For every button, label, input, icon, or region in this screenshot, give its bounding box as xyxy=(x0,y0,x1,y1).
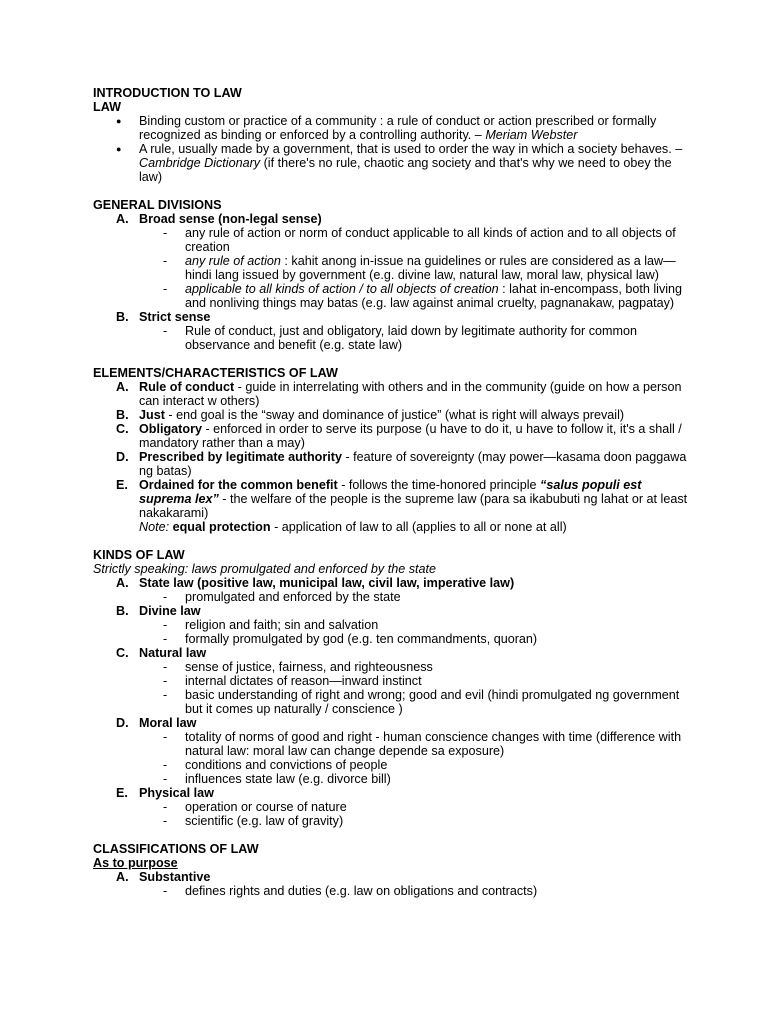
list-item: - conditions and convictions of people xyxy=(163,758,388,772)
list-item: - formally promulgated by god (e.g. ten commandments, quoran) xyxy=(163,632,538,646)
list-item: ● A rule, usually made by a government, that is used to order the way in which a society behaves. – Cambridge Dictionary (if there's no rule, chaotic ang society and that's why we need to obey the law) xyxy=(93,142,693,184)
document-page xyxy=(93,86,693,898)
kinds-subtitle: Strictly speaking: laws promulgated and enforced by the state xyxy=(93,562,437,576)
subheading-as-to-purpose: As to purpose xyxy=(93,856,178,870)
section-title-elements: ELEMENTS/CHARACTERISTICS OF LAW xyxy=(93,366,338,380)
kind-group: A. State law (positive law, municipal law, civil law, imperative law) xyxy=(116,576,515,590)
kind-group: B. Divine law xyxy=(116,604,201,618)
division-broad-sense: A. Broad sense (non-legal sense) xyxy=(116,212,322,226)
list-item: E. Ordained for the common benefit - follows the time-honored principle “salus populi est suprema lex” - the welfare of the people is the supreme law (para sa ikabubuti ng lahat or at least nakakarami) xyxy=(116,478,688,520)
kinds-list xyxy=(93,576,693,828)
note-equal-protection: Note: equal protection - application of law to all (applies to all or none at all) xyxy=(139,520,567,534)
classification-substantive: A. Substantive xyxy=(116,870,211,884)
list-item: - operation or course of nature xyxy=(163,800,347,814)
section-title-classifications: CLASSIFICATIONS OF LAW xyxy=(93,842,259,856)
subheading-law: LAW xyxy=(93,100,121,114)
list-item: - scientific (e.g. law of gravity) xyxy=(163,814,344,828)
list-item: - religion and faith; sin and salvation xyxy=(163,618,379,632)
section-title-intro: INTRODUCTION TO LAW xyxy=(93,86,242,100)
list-item: - basic understanding of right and wrong; good and evil (hindi promulgated ng government but it comes up naturally / conscience ) xyxy=(163,688,680,716)
law-definitions-list xyxy=(93,114,693,184)
list-item: A. Rule of conduct - guide in interrelating with others and in the community (guide on how a person can interact w others) xyxy=(116,380,682,408)
list-item: - promulgated and enforced by the state xyxy=(163,590,401,604)
list-item: ● Binding custom or practice of a community : a rule of conduct or action prescribed or formally recognized as binding or enforced by a controlling authority. – Meriam Webster xyxy=(93,114,693,142)
list-item: - internal dictates of reason—inward instinct xyxy=(163,674,422,688)
kind-group: E. Physical law xyxy=(116,786,214,800)
list-item: - any rule of action or norm of conduct applicable to all kinds of action and to all objects of creation xyxy=(163,226,676,254)
list-item: - influences state law (e.g. divorce bill) xyxy=(163,772,391,786)
section-title-kinds: KINDS OF LAW xyxy=(93,548,185,562)
section-title-general-divisions: GENERAL DIVISIONS xyxy=(93,198,222,212)
list-item: - Rule of conduct, just and obligatory, laid down by legitimate authority for common observance and benefit (e.g. state law) xyxy=(163,324,637,352)
list-item: - applicable to all kinds of action / to all objects of creation : lahat in-encompass, both living and nonliving things may batas (e.g. law against animal cruelty, pagnanakaw, pagpatay) xyxy=(163,282,683,310)
list-item: - totality of norms of good and right - human conscience changes with time (difference with natural law: moral law can change depende sa exposure) xyxy=(163,730,682,758)
list-item: B. Just - end goal is the “sway and dominance of justice” (what is right will always prevail) xyxy=(116,408,625,422)
list-item: - any rule of action : kahit anong in-issue na guidelines or rules are considered as a law—hindi lang issued by government (e.g. divine law, natural law, moral law, physical law) xyxy=(163,254,676,282)
list-item: - sense of justice, fairness, and righteousness xyxy=(163,660,433,674)
list-item: D. Prescribed by legitimate authority - feature of sovereignty (may power—kasama doon paggawa ng batas) xyxy=(116,450,687,478)
kind-group: C. Natural law xyxy=(116,646,207,660)
kind-group: D. Moral law xyxy=(116,716,197,730)
list-item: C. Obligatory - enforced in order to serve its purpose (u have to do it, u have to follow it, it's a shall / mandatory rather than a may) xyxy=(116,422,682,450)
list-item: - defines rights and duties (e.g. law on obligations and contracts) xyxy=(163,884,538,898)
division-strict-sense: B. Strict sense xyxy=(116,310,211,324)
